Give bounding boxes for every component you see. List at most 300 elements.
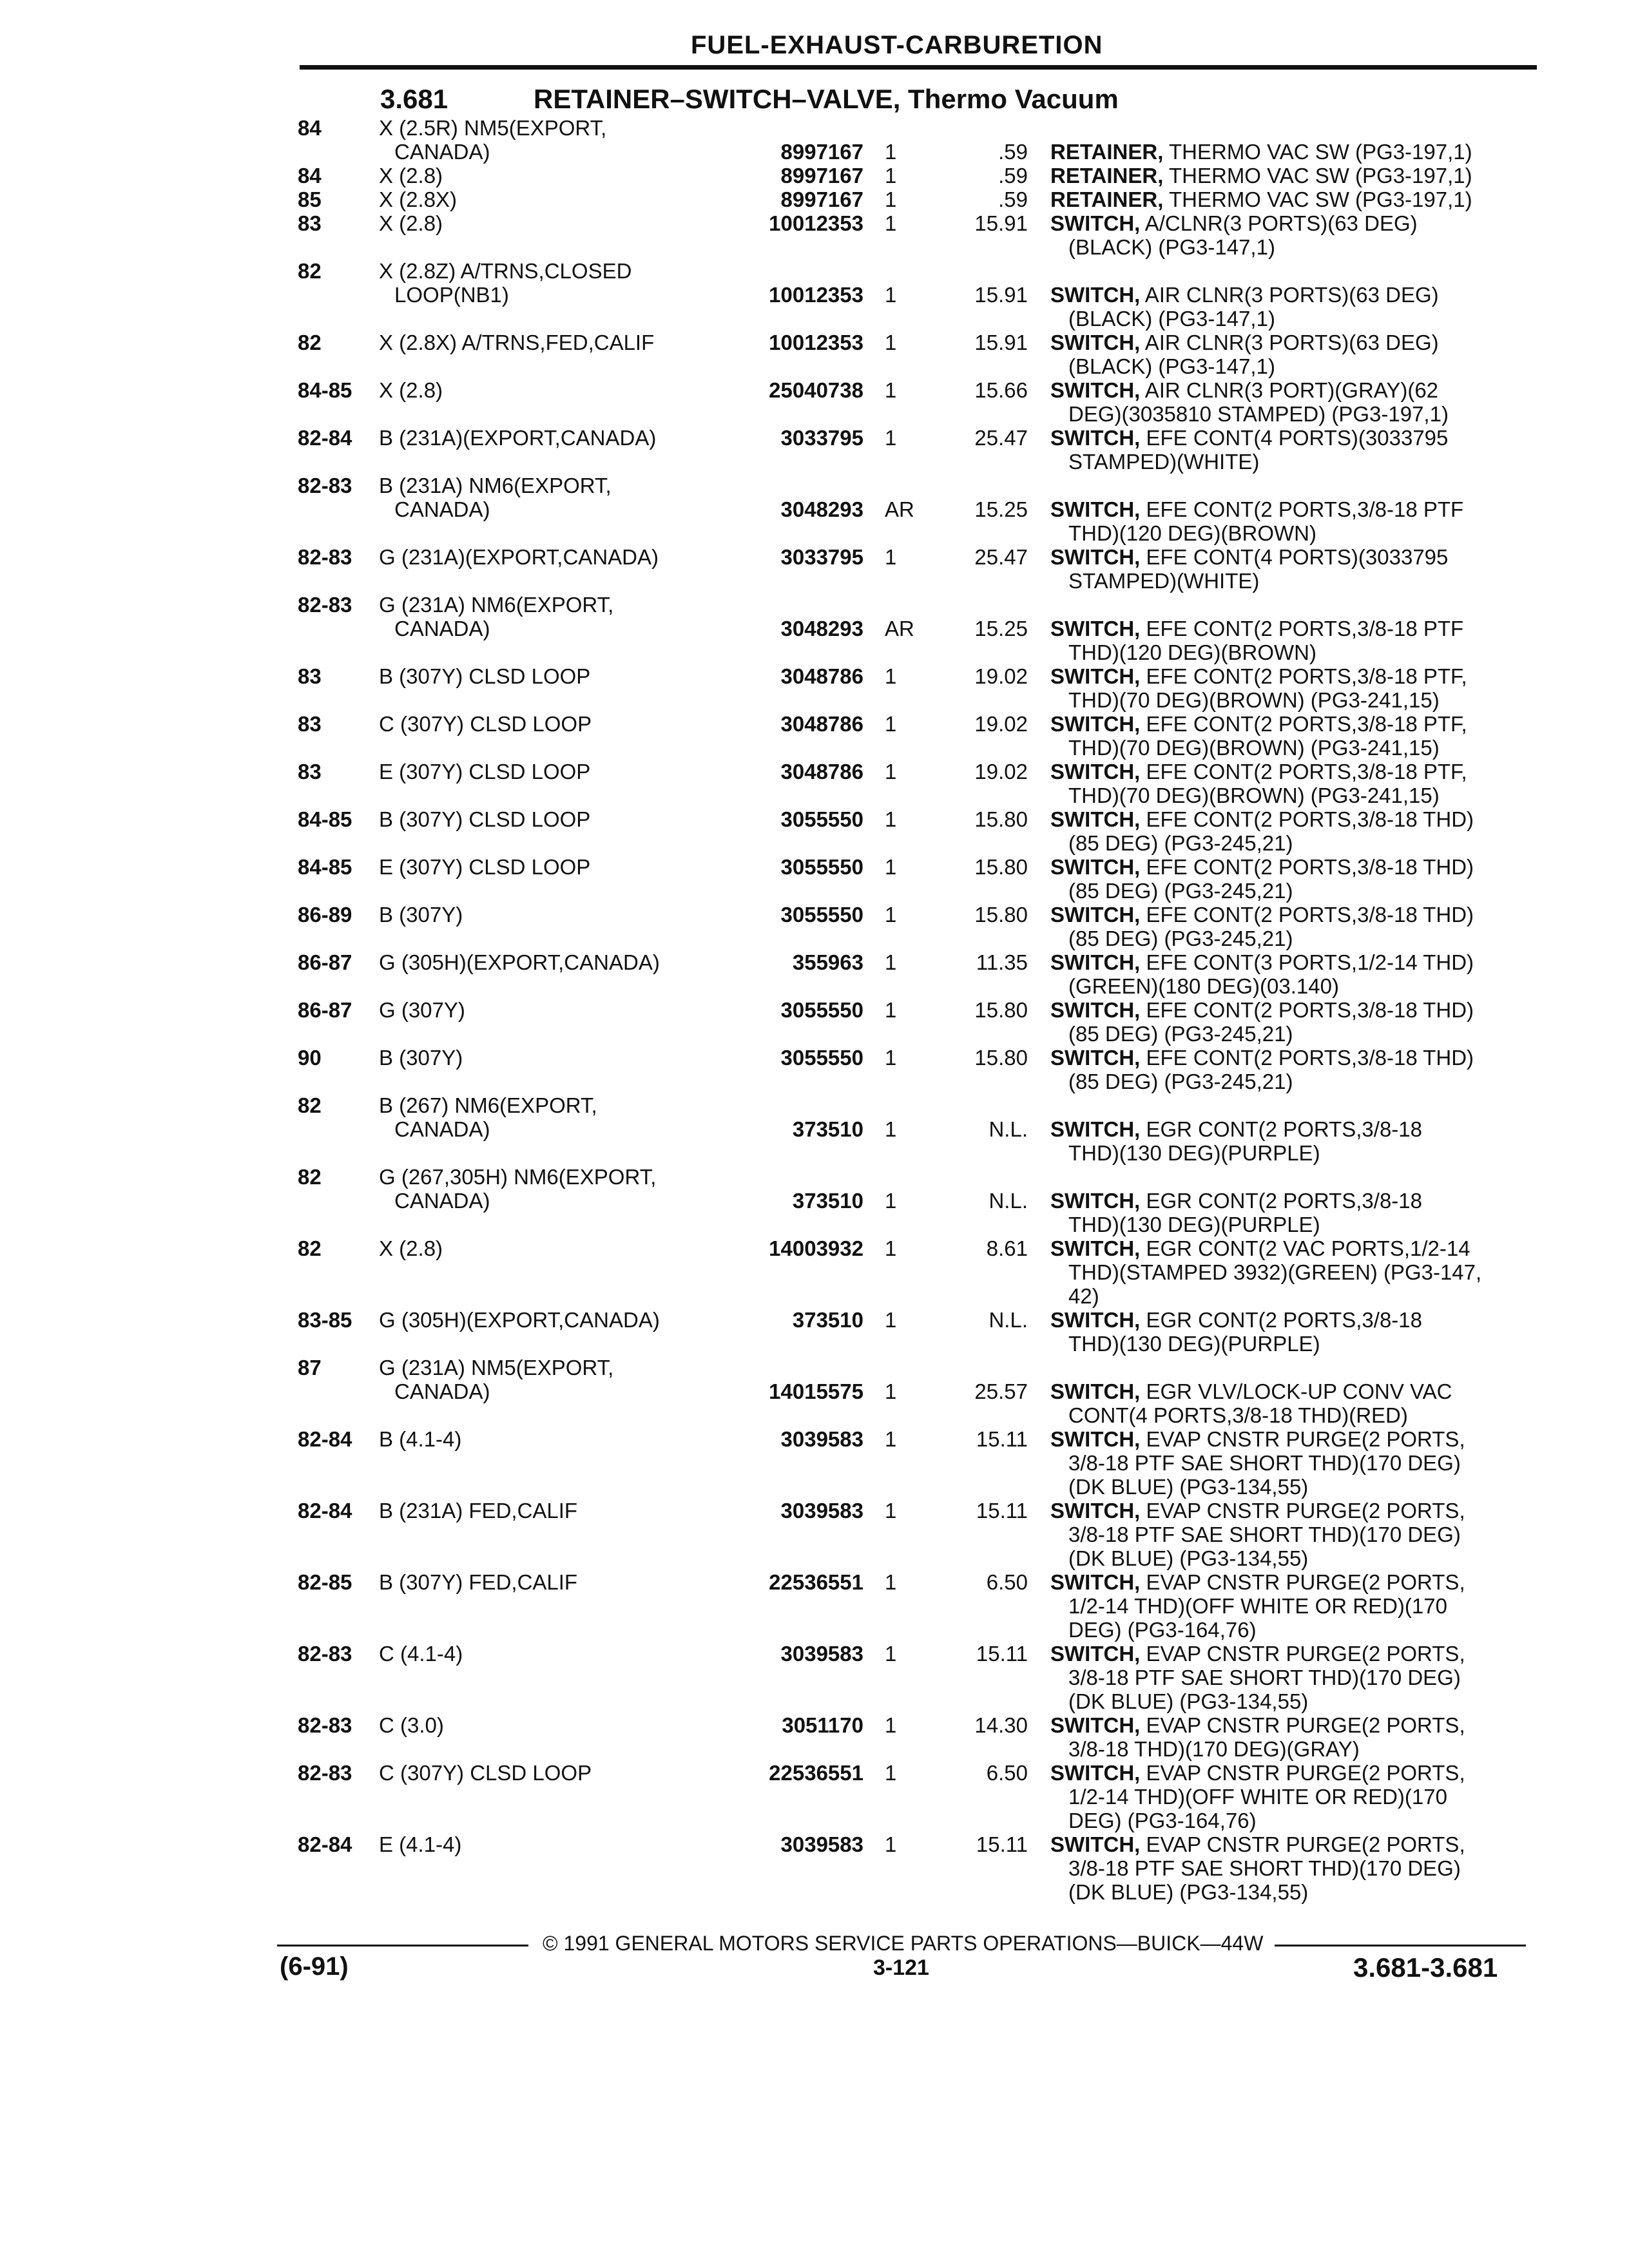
description-text: THD)(120 DEG)(BROWN) bbox=[1068, 640, 1316, 664]
part-number: 373510 bbox=[792, 1308, 863, 1332]
description-text: THD)(70 DEG)(BROWN) (PG3-241,15) bbox=[1068, 783, 1440, 807]
model-year: 83 bbox=[298, 664, 322, 688]
description-line bbox=[1050, 1475, 1527, 1499]
quantity: 1 bbox=[885, 1379, 897, 1403]
price: N.L. bbox=[988, 1189, 1028, 1213]
model-year: 82-83 bbox=[298, 474, 352, 497]
model-line: G (305H)(EXPORT,CANADA) bbox=[379, 1308, 660, 1332]
quantity: AR bbox=[885, 497, 914, 521]
description-line bbox=[1050, 402, 1527, 426]
part-number: 25040738 bbox=[769, 378, 863, 402]
part-number: 3048786 bbox=[780, 760, 863, 783]
description-text: DEG) (PG3-164,76) bbox=[1068, 1809, 1257, 1832]
description-line bbox=[1050, 140, 1527, 164]
description-line bbox=[1050, 950, 1527, 974]
description-text: EFE CONT(4 PORTS)(3033795 bbox=[1146, 545, 1449, 569]
description-text: 3/8-18 THD)(170 DEG)(GRAY) bbox=[1068, 1737, 1360, 1761]
description-text: EFE CONT(2 PORTS,3/8-18 PTF, bbox=[1146, 760, 1467, 783]
description-keyword: SWITCH, bbox=[1050, 664, 1141, 688]
description-keyword: SWITCH, bbox=[1050, 426, 1141, 450]
description-line bbox=[1050, 1260, 1527, 1284]
description-keyword: SWITCH, bbox=[1050, 211, 1141, 235]
description-line bbox=[1050, 1618, 1527, 1642]
price: .59 bbox=[998, 140, 1028, 164]
model-year: 87 bbox=[298, 1356, 322, 1379]
description-keyword: SWITCH, bbox=[1050, 1236, 1141, 1260]
model-year: 82 bbox=[298, 259, 322, 283]
part-number: 8997167 bbox=[780, 140, 863, 164]
description-keyword: SWITCH, bbox=[1050, 807, 1141, 831]
page-header-title: FUEL-EXHAUST-CARBURETION bbox=[691, 31, 1103, 59]
price: 15.80 bbox=[974, 903, 1028, 927]
model-line: E (307Y) CLSD LOOP bbox=[379, 760, 591, 783]
description-line bbox=[1050, 1379, 1527, 1403]
description-line bbox=[1050, 1499, 1527, 1523]
description-line bbox=[1050, 783, 1527, 807]
model-application bbox=[379, 1832, 746, 1856]
quantity: 1 bbox=[885, 331, 897, 354]
model-application bbox=[379, 760, 746, 783]
part-number: 10012353 bbox=[769, 331, 863, 354]
description-text: THD)(130 DEG)(PURPLE) bbox=[1068, 1332, 1320, 1356]
description-text: EVAP CNSTR PURGE(2 PORTS, bbox=[1146, 1832, 1465, 1856]
description-line bbox=[1050, 1284, 1527, 1308]
description-line bbox=[1050, 1666, 1527, 1689]
quantity: 1 bbox=[885, 664, 897, 688]
description-line bbox=[1050, 211, 1527, 235]
description-text: (BLACK) (PG3-147,1) bbox=[1068, 235, 1275, 259]
quantity: 1 bbox=[885, 1499, 897, 1523]
part-number: 10012353 bbox=[769, 283, 863, 307]
model-year: 82 bbox=[298, 331, 322, 354]
description-line bbox=[1050, 1880, 1527, 1904]
description-line bbox=[1050, 1594, 1527, 1618]
description-text: EFE CONT(2 PORTS,3/8-18 PTF bbox=[1146, 497, 1464, 521]
model-line: LOOP(NB1) bbox=[394, 283, 509, 307]
model-year: 86-87 bbox=[298, 998, 352, 1022]
part-description bbox=[1050, 1117, 1527, 1165]
description-text: (BLACK) (PG3-147,1) bbox=[1068, 307, 1275, 331]
price: 25.47 bbox=[974, 545, 1028, 569]
description-text: EVAP CNSTR PURGE(2 PORTS, bbox=[1146, 1570, 1465, 1594]
model-year: 82-83 bbox=[298, 545, 352, 569]
part-description bbox=[1050, 331, 1527, 378]
description-line bbox=[1050, 927, 1527, 950]
description-keyword: SWITCH, bbox=[1050, 1379, 1141, 1403]
description-line bbox=[1050, 1785, 1527, 1809]
model-application bbox=[379, 187, 746, 211]
price: 25.47 bbox=[974, 426, 1028, 450]
description-text: STAMPED)(WHITE) bbox=[1068, 569, 1260, 593]
part-description bbox=[1050, 950, 1527, 998]
part-description bbox=[1050, 617, 1527, 664]
description-line bbox=[1050, 855, 1527, 879]
quantity: 1 bbox=[885, 855, 897, 879]
model-application bbox=[379, 1165, 746, 1213]
price: 14.30 bbox=[974, 1713, 1028, 1737]
model-year: 82-84 bbox=[298, 1427, 352, 1451]
part-description bbox=[1050, 1499, 1527, 1570]
description-text: EFE CONT(2 PORTS,3/8-18 PTF bbox=[1146, 617, 1464, 640]
description-text: (DK BLUE) (PG3-134,55) bbox=[1068, 1880, 1309, 1904]
description-line bbox=[1050, 1761, 1527, 1785]
description-text: EFE CONT(2 PORTS,3/8-18 THD) bbox=[1146, 998, 1474, 1022]
model-year: 82-83 bbox=[298, 1713, 352, 1737]
price: 15.11 bbox=[976, 1642, 1028, 1666]
description-line bbox=[1050, 1070, 1527, 1093]
model-application bbox=[379, 1642, 746, 1666]
model-year: 84 bbox=[298, 116, 322, 140]
description-keyword: SWITCH, bbox=[1050, 760, 1141, 783]
quantity: 1 bbox=[885, 1427, 897, 1451]
quantity: 1 bbox=[885, 903, 897, 927]
model-year: 83 bbox=[298, 712, 322, 736]
description-line bbox=[1050, 1451, 1527, 1475]
model-application bbox=[379, 593, 746, 640]
description-text: AIR CLNR(3 PORTS)(63 DEG) bbox=[1144, 331, 1439, 354]
price: 15.80 bbox=[974, 998, 1028, 1022]
model-line: G (267,305H) NM6(EXPORT, bbox=[379, 1165, 657, 1189]
model-year: 82-84 bbox=[298, 1499, 352, 1523]
description-line bbox=[1050, 354, 1527, 378]
model-line: CANADA) bbox=[394, 140, 490, 164]
description-line bbox=[1050, 1689, 1527, 1713]
part-number: 373510 bbox=[792, 1189, 863, 1213]
quantity: 1 bbox=[885, 187, 897, 211]
model-application bbox=[379, 712, 746, 736]
description-text: 1/2-14 THD)(OFF WHITE OR RED)(170 bbox=[1068, 1594, 1447, 1618]
description-text: (GREEN)(180 DEG)(03.140) bbox=[1068, 974, 1339, 998]
description-line bbox=[1050, 378, 1527, 402]
price: 15.66 bbox=[974, 378, 1028, 402]
price: 15.91 bbox=[974, 283, 1028, 307]
price: 15.91 bbox=[974, 211, 1028, 235]
description-line bbox=[1050, 1213, 1527, 1236]
part-number: 22536551 bbox=[769, 1761, 863, 1785]
quantity: 1 bbox=[885, 712, 897, 736]
model-application bbox=[379, 903, 746, 927]
description-text: THD)(STAMPED 3932)(GREEN) (PG3-147, bbox=[1068, 1260, 1482, 1284]
quantity: 1 bbox=[885, 211, 897, 235]
description-keyword: RETAINER, bbox=[1050, 140, 1164, 164]
part-number: 3033795 bbox=[780, 426, 863, 450]
price: 15.11 bbox=[976, 1499, 1028, 1523]
description-text: EFE CONT(2 PORTS,3/8-18 PTF, bbox=[1146, 664, 1467, 688]
part-description bbox=[1050, 545, 1527, 593]
part-number: 3039583 bbox=[780, 1427, 863, 1451]
description-line bbox=[1050, 164, 1527, 187]
quantity: 1 bbox=[885, 1189, 897, 1213]
description-text: EFE CONT(2 PORTS,3/8-18 PTF, bbox=[1146, 712, 1467, 736]
part-description bbox=[1050, 760, 1527, 807]
part-number: 3055550 bbox=[780, 855, 863, 879]
description-keyword: SWITCH, bbox=[1050, 1642, 1141, 1666]
description-line bbox=[1050, 450, 1527, 474]
description-keyword: SWITCH, bbox=[1050, 855, 1141, 879]
description-keyword: SWITCH, bbox=[1050, 1499, 1141, 1523]
price: 6.50 bbox=[986, 1570, 1028, 1594]
footer-copyright: © 1991 GENERAL MOTORS SERVICE PARTS OPERATIONS—BUICK—44W bbox=[543, 1932, 1264, 1955]
description-text: (DK BLUE) (PG3-134,55) bbox=[1068, 1689, 1309, 1713]
description-keyword: SWITCH, bbox=[1050, 712, 1141, 736]
part-description bbox=[1050, 140, 1527, 164]
part-number: 355963 bbox=[792, 950, 863, 974]
description-line bbox=[1050, 688, 1527, 712]
description-line bbox=[1050, 903, 1527, 927]
description-line bbox=[1050, 1737, 1527, 1761]
model-line: G (307Y) bbox=[379, 998, 465, 1022]
description-line bbox=[1050, 736, 1527, 760]
model-line: X (2.8Z) A/TRNS,CLOSED bbox=[379, 259, 632, 283]
description-text: EVAP CNSTR PURGE(2 PORTS, bbox=[1146, 1427, 1465, 1451]
description-keyword: SWITCH, bbox=[1050, 1832, 1141, 1856]
quantity: 1 bbox=[885, 164, 897, 187]
description-text: (85 DEG) (PG3-245,21) bbox=[1068, 879, 1293, 903]
model-year: 82-84 bbox=[298, 426, 352, 450]
description-text: THD)(130 DEG)(PURPLE) bbox=[1068, 1141, 1320, 1165]
description-text: (85 DEG) (PG3-245,21) bbox=[1068, 1070, 1293, 1093]
model-application bbox=[379, 1093, 746, 1141]
price: 19.02 bbox=[974, 664, 1028, 688]
model-application bbox=[379, 998, 746, 1022]
model-line: CANADA) bbox=[394, 1117, 490, 1141]
description-keyword: SWITCH, bbox=[1050, 1570, 1141, 1594]
part-number: 3048293 bbox=[780, 617, 863, 640]
part-description bbox=[1050, 1761, 1527, 1832]
model-application bbox=[379, 1570, 746, 1594]
part-description bbox=[1050, 1713, 1527, 1761]
description-text: EVAP CNSTR PURGE(2 PORTS, bbox=[1146, 1713, 1465, 1737]
model-application bbox=[379, 331, 746, 354]
part-description bbox=[1050, 1189, 1527, 1236]
footer-rule-right bbox=[1275, 1945, 1526, 1946]
model-application bbox=[379, 1713, 746, 1737]
description-line bbox=[1050, 664, 1527, 688]
description-keyword: SWITCH, bbox=[1050, 903, 1141, 927]
part-description bbox=[1050, 1427, 1527, 1499]
model-application bbox=[379, 1236, 746, 1260]
model-line: C (3.0) bbox=[379, 1713, 444, 1737]
description-keyword: SWITCH, bbox=[1050, 1761, 1141, 1785]
model-line: C (4.1-4) bbox=[379, 1642, 463, 1666]
description-keyword: SWITCH, bbox=[1050, 283, 1141, 307]
part-number: 3048786 bbox=[780, 664, 863, 688]
model-line: X (2.8X) A/TRNS,FED,CALIF bbox=[379, 331, 655, 354]
price: N.L. bbox=[988, 1308, 1028, 1332]
model-application bbox=[379, 1356, 746, 1403]
description-text: DEG) (PG3-164,76) bbox=[1068, 1618, 1257, 1642]
footer-rule-left bbox=[277, 1945, 528, 1946]
part-number: 3055550 bbox=[780, 903, 863, 927]
model-year: 84 bbox=[298, 164, 322, 187]
model-line: B (231A)(EXPORT,CANADA) bbox=[379, 426, 657, 450]
model-application bbox=[379, 1046, 746, 1070]
description-line bbox=[1050, 879, 1527, 903]
model-year: 82 bbox=[298, 1093, 322, 1117]
model-application bbox=[379, 426, 746, 450]
price: 15.11 bbox=[976, 1832, 1028, 1856]
model-year: 83 bbox=[298, 211, 322, 235]
header-rule bbox=[300, 65, 1537, 70]
section-title: RETAINER–SWITCH–VALVE, Thermo Vacuum bbox=[534, 84, 1119, 114]
description-keyword: SWITCH, bbox=[1050, 497, 1141, 521]
description-line bbox=[1050, 1117, 1527, 1141]
description-text: EFE CONT(2 PORTS,3/8-18 THD) bbox=[1146, 807, 1474, 831]
quantity: 1 bbox=[885, 426, 897, 450]
description-line bbox=[1050, 1832, 1527, 1856]
quantity: 1 bbox=[885, 1046, 897, 1070]
description-line bbox=[1050, 640, 1527, 664]
model-line: G (305H)(EXPORT,CANADA) bbox=[379, 950, 660, 974]
description-keyword: SWITCH, bbox=[1050, 1117, 1141, 1141]
description-line bbox=[1050, 1427, 1527, 1451]
description-keyword: SWITCH, bbox=[1050, 1189, 1141, 1213]
description-line bbox=[1050, 1809, 1527, 1832]
quantity: AR bbox=[885, 617, 914, 640]
description-keyword: SWITCH, bbox=[1050, 1046, 1141, 1070]
description-text: AIR CLNR(3 PORTS)(63 DEG) bbox=[1144, 283, 1439, 307]
quantity: 1 bbox=[885, 545, 897, 569]
description-line bbox=[1050, 807, 1527, 831]
description-text: 3/8-18 PTF SAE SHORT THD)(170 DEG) bbox=[1068, 1856, 1461, 1880]
description-keyword: SWITCH, bbox=[1050, 617, 1141, 640]
description-text: THD)(70 DEG)(BROWN) (PG3-241,15) bbox=[1068, 688, 1440, 712]
description-line bbox=[1050, 187, 1527, 211]
model-line: B (307Y) bbox=[379, 1046, 463, 1070]
model-line: B (307Y) FED,CALIF bbox=[379, 1570, 578, 1594]
description-keyword: SWITCH, bbox=[1050, 378, 1141, 402]
model-line: B (307Y) CLSD LOOP bbox=[379, 807, 591, 831]
part-number: 3051170 bbox=[782, 1713, 863, 1737]
description-keyword: SWITCH, bbox=[1050, 1308, 1141, 1332]
part-description bbox=[1050, 855, 1527, 903]
model-application bbox=[379, 164, 746, 187]
model-year: 86-89 bbox=[298, 903, 352, 927]
description-text: 1/2-14 THD)(OFF WHITE OR RED)(170 bbox=[1068, 1785, 1447, 1809]
description-text: A/CLNR(3 PORTS)(63 DEG) bbox=[1144, 211, 1418, 235]
model-application bbox=[379, 116, 746, 164]
part-number: 3055550 bbox=[780, 807, 863, 831]
model-year: 82 bbox=[298, 1165, 322, 1189]
model-year: 83-85 bbox=[298, 1308, 352, 1332]
description-line bbox=[1050, 1189, 1527, 1213]
part-number: 3039583 bbox=[780, 1499, 863, 1523]
quantity: 1 bbox=[885, 1117, 897, 1141]
description-text: AIR CLNR(3 PORT)(GRAY)(62 bbox=[1144, 378, 1439, 402]
description-line bbox=[1050, 998, 1527, 1022]
description-line bbox=[1050, 1308, 1527, 1332]
quantity: 1 bbox=[885, 760, 897, 783]
price: 15.80 bbox=[974, 855, 1028, 879]
model-line: C (307Y) CLSD LOOP bbox=[379, 1761, 592, 1785]
model-line: X (2.5R) NM5(EXPORT, bbox=[379, 116, 607, 140]
price: 15.11 bbox=[976, 1427, 1028, 1451]
price: 11.35 bbox=[976, 950, 1028, 974]
part-number: 14003932 bbox=[769, 1236, 863, 1260]
description-line bbox=[1050, 1332, 1527, 1356]
part-description bbox=[1050, 903, 1527, 950]
model-line: CANADA) bbox=[394, 1189, 490, 1213]
description-text: THD)(130 DEG)(PURPLE) bbox=[1068, 1213, 1320, 1236]
description-keyword: SWITCH, bbox=[1050, 1713, 1141, 1737]
part-description bbox=[1050, 712, 1527, 760]
description-text: EVAP CNSTR PURGE(2 PORTS, bbox=[1146, 1642, 1465, 1666]
model-line: B (231A) NM6(EXPORT, bbox=[379, 474, 612, 497]
model-year: 83 bbox=[298, 760, 322, 783]
description-line bbox=[1050, 1523, 1527, 1546]
model-application bbox=[379, 1427, 746, 1451]
part-number: 14015575 bbox=[769, 1379, 863, 1403]
description-text: (DK BLUE) (PG3-134,55) bbox=[1068, 1475, 1309, 1499]
model-line: E (4.1-4) bbox=[379, 1832, 462, 1856]
part-description bbox=[1050, 1642, 1527, 1713]
description-line bbox=[1050, 569, 1527, 593]
price: 15.80 bbox=[974, 1046, 1028, 1070]
part-number: 3033795 bbox=[780, 545, 863, 569]
model-line: B (267) NM6(EXPORT, bbox=[379, 1093, 597, 1117]
model-year: 90 bbox=[298, 1046, 322, 1070]
part-description bbox=[1050, 664, 1527, 712]
quantity: 1 bbox=[885, 140, 897, 164]
model-line: G (231A) NM5(EXPORT, bbox=[379, 1356, 614, 1379]
description-line bbox=[1050, 426, 1527, 450]
description-line bbox=[1050, 235, 1527, 259]
description-text: EGR CONT(2 PORTS,3/8-18 bbox=[1146, 1308, 1423, 1332]
description-text: (BLACK) (PG3-147,1) bbox=[1068, 354, 1275, 378]
description-keyword: SWITCH, bbox=[1050, 998, 1141, 1022]
part-number: 3039583 bbox=[780, 1642, 863, 1666]
part-description bbox=[1050, 998, 1527, 1046]
footer-section-range: 3.681-3.681 bbox=[1353, 1952, 1498, 1983]
part-description bbox=[1050, 1379, 1527, 1427]
description-text: EFE CONT(2 PORTS,3/8-18 THD) bbox=[1146, 855, 1474, 879]
description-text: EGR CONT(2 PORTS,3/8-18 bbox=[1146, 1117, 1423, 1141]
part-description bbox=[1050, 1046, 1527, 1093]
model-application bbox=[379, 259, 746, 307]
description-text: EGR CONT(2 VAC PORTS,1/2-14 bbox=[1146, 1236, 1470, 1260]
part-number: 3055550 bbox=[780, 1046, 863, 1070]
part-description bbox=[1050, 378, 1527, 426]
part-number: 22536551 bbox=[769, 1570, 863, 1594]
description-text: 3/8-18 PTF SAE SHORT THD)(170 DEG) bbox=[1068, 1523, 1461, 1546]
model-application bbox=[379, 664, 746, 688]
description-text: THD)(70 DEG)(BROWN) (PG3-241,15) bbox=[1068, 736, 1440, 760]
price: 15.25 bbox=[974, 617, 1028, 640]
price: 15.25 bbox=[974, 497, 1028, 521]
model-line: CANADA) bbox=[394, 497, 490, 521]
model-application bbox=[379, 474, 746, 521]
model-line: B (231A) FED,CALIF bbox=[379, 1499, 578, 1523]
description-line bbox=[1050, 307, 1527, 331]
description-text: EFE CONT(2 PORTS,3/8-18 THD) bbox=[1146, 1046, 1474, 1070]
part-number: 10012353 bbox=[769, 211, 863, 235]
quantity: 1 bbox=[885, 1308, 897, 1332]
description-line bbox=[1050, 1046, 1527, 1070]
description-text: 3/8-18 PTF SAE SHORT THD)(170 DEG) bbox=[1068, 1451, 1461, 1475]
description-text: (85 DEG) (PG3-245,21) bbox=[1068, 831, 1293, 855]
model-year: 84-85 bbox=[298, 378, 352, 402]
price: 25.57 bbox=[974, 1379, 1028, 1403]
description-line bbox=[1050, 331, 1527, 354]
part-number: 3039583 bbox=[780, 1832, 863, 1856]
model-year: 82-83 bbox=[298, 1761, 352, 1785]
quantity: 1 bbox=[885, 950, 897, 974]
model-year: 82-84 bbox=[298, 1832, 352, 1856]
part-number: 8997167 bbox=[780, 187, 863, 211]
model-line: CANADA) bbox=[394, 1379, 490, 1403]
description-text: STAMPED)(WHITE) bbox=[1068, 450, 1260, 474]
description-text: DEG)(3035810 STAMPED) (PG3-197,1) bbox=[1068, 402, 1449, 426]
